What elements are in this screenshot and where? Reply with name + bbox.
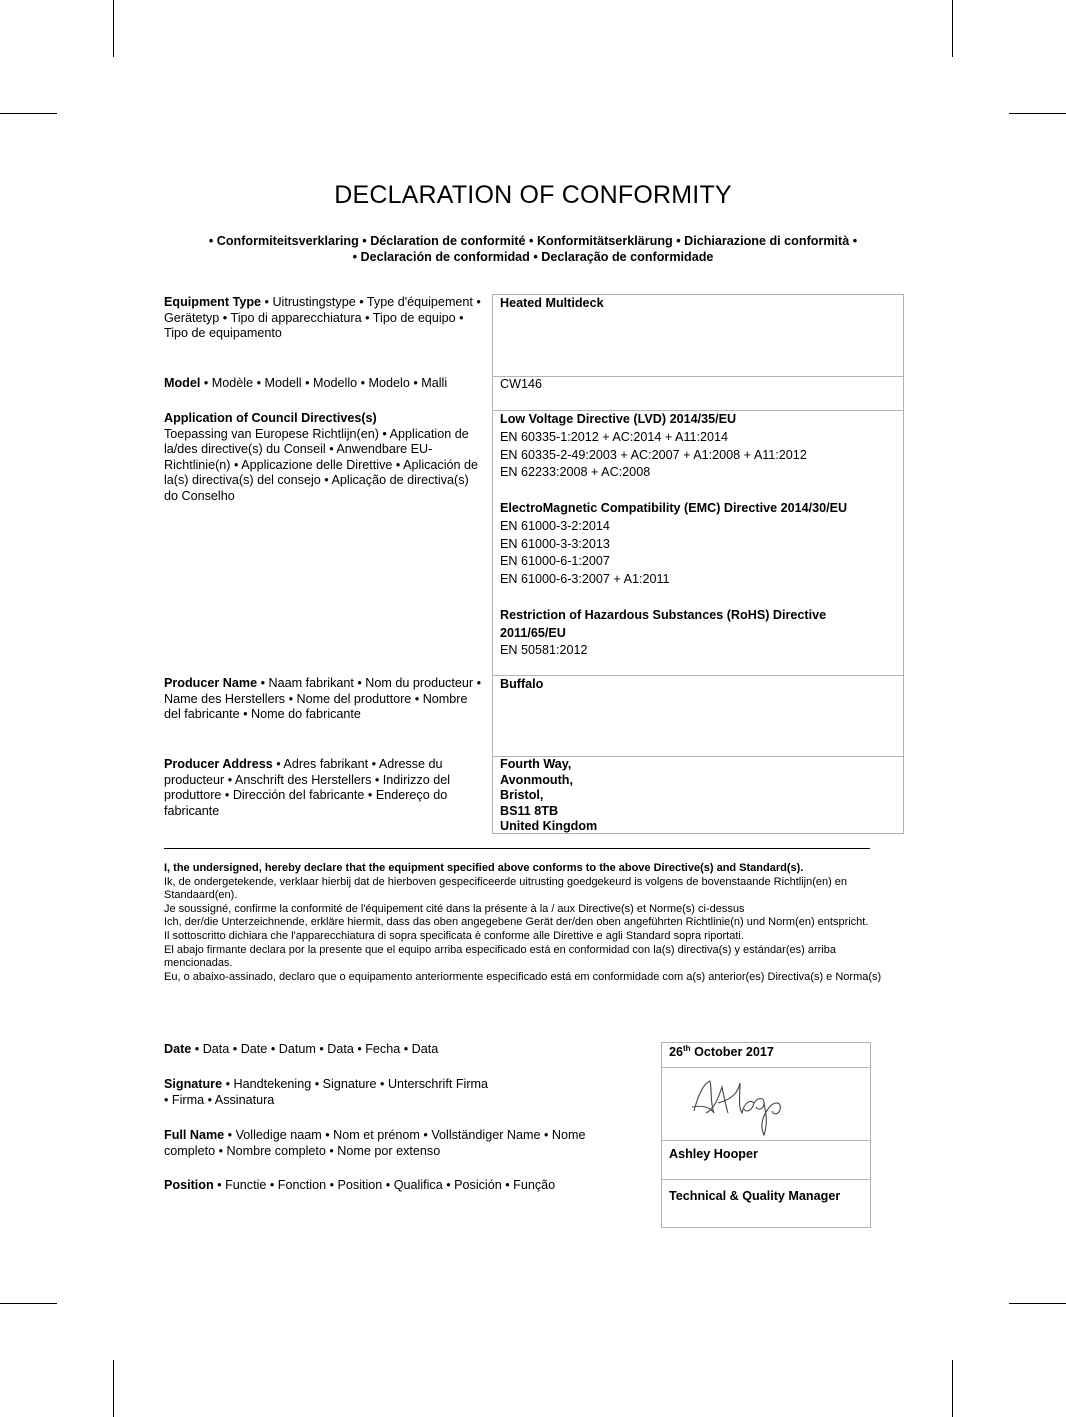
address-line: United Kingdom [500, 819, 598, 833]
emc-title: ElectroMagnetic Compatibility (EMC) Directive 2014/30/EU [500, 500, 848, 515]
address-line: Fourth Way, [500, 757, 572, 771]
standard-item: EN 60335-1:2012 + AC:2014 + A11:2014 [500, 429, 729, 444]
subtitle-translations [150, 233, 916, 265]
standard-item: EN 61000-6-1:2007 [500, 554, 610, 569]
crop-mark [1009, 1303, 1066, 1304]
producer-address-value [500, 757, 900, 835]
equipment-type-label: Equipment Type • Uitrustingstype • Type d'équipement • Gerätetyp • Tipo di apparecchiatura • Tipo de equipo • Tipo de equipamento [164, 295, 481, 340]
crop-mark [952, 0, 953, 57]
full-name-value: Ashley Hooper [669, 1147, 758, 1161]
address-line: BS11 8TB [500, 803, 559, 818]
model-value: CW146 [500, 377, 542, 391]
standard-item: EN 61000-6-3:2007 + A1:2011 [500, 572, 670, 587]
divider [164, 848, 870, 849]
directives-label: Application of Council Directives(s) Toepassing van Europese Richtlijn(en) • Application de la/des directive(s) du Conseil • Anwendbare EU-Richtlinie(n) • Applicazione delle Direttive • Aplicación de la(s) directiva(s) del consejo • Aplicação de directiva(s) do Conselho [164, 411, 479, 503]
row-divider [662, 1067, 870, 1068]
declaration-nl: Ik, de ondergetekende, verklaar hierbij dat de hierboven gespecificeerde uitrusting goedgekeurd is volgens de bovenstaande Richtlijn(en) en Standaard(en). [164, 875, 848, 902]
producer-address-label: Producer Address • Adres fabrikant • Adresse du producteur • Anschrift des Herstellers • Indirizzo del produttore • Dirección del fabricante • Endereço do fabricante [164, 757, 451, 818]
full-name-label: Full Name • Volledige naam • Nom et prénom • Vollständiger Name • Nome completo • Nombre completo • Nome por extenso [164, 1128, 586, 1158]
rohs-title: Restriction of Hazardous Substances (RoHS) Directive 2011/65/EU [500, 607, 827, 640]
declaration-text [164, 862, 884, 984]
crop-mark [0, 1303, 57, 1304]
standard-item: EN 50581:2012 [500, 643, 588, 658]
position-value: Technical & Quality Manager [669, 1189, 841, 1203]
crop-mark [113, 0, 114, 57]
equipment-type-value: Heated Multideck [500, 296, 604, 310]
address-line: Bristol, [500, 788, 544, 802]
declaration-de: Ich, der/die Unterzeichnende, erkläre hiermit, dass das oben angegebene Gerät der/den oben angeführten Richtlinie(n) und Norm(en) entspricht. [164, 916, 869, 929]
row-divider [662, 1179, 870, 1180]
standard-item: EN 60335-2-49:2003 + AC:2007 + A1:2008 + A11:2012 [500, 447, 807, 462]
crop-mark [952, 1360, 953, 1417]
subtitle-line: • Conformiteitsverklaring • Déclaration de conformité • Konformitätserklärung • Dichiarazione di conformità • [208, 234, 858, 248]
producer-name-label: Producer Name • Naam fabrikant • Nom du producteur • Name des Herstellers • Nome del produttore • Nombre del fabricante • Nome do fabricante [164, 676, 482, 721]
signoff-table [661, 1042, 871, 1228]
declaration-fr: Je soussigné, confirme la conformité de l'équipement cité dans la présente à la / aux Directive(s) et Norme(s) ci-dessus [164, 902, 745, 915]
row-divider [662, 1140, 870, 1141]
producer-name-value: Buffalo [500, 677, 544, 691]
details-table [492, 294, 904, 834]
page-title: DECLARATION OF CONFORMITY [334, 181, 732, 209]
standard-item: EN 61000-3-2:2014 [500, 518, 610, 533]
model-label: Model • Modèle • Modell • Modello • Modelo • Malli [164, 376, 448, 390]
declaration-it: Il sottoscritto dichiara che l'apparecchiatura di sopra specificata è conforme alle Direttive e agli Standard sopra riportati. [164, 929, 744, 942]
crop-mark [113, 1360, 114, 1417]
crop-mark [1009, 113, 1066, 114]
date-value: 26th October 2017 [669, 1044, 774, 1060]
address-line: Avonmouth, [500, 772, 573, 787]
position-label: Position • Functie • Fonction • Position • Qualifica • Posición • Função [164, 1178, 556, 1192]
standard-item: EN 62233:2008 + AC:2008 [500, 465, 651, 480]
declaration-lead: I, the undersigned, hereby declare that the equipment specified above conforms to the above Directive(s) and Standard(s). [164, 862, 804, 874]
lvd-title: Low Voltage Directive (LVD) 2014/35/EU [500, 412, 737, 426]
declaration-pt: Eu, o abaixo-assinado, declaro que o equipamento anteriormente especificado está em conformidade com a(s) anterior(es) Directiva(s) e Norma(s) [164, 970, 882, 983]
directives-value [500, 411, 900, 660]
crop-mark [0, 113, 57, 114]
subtitle-line: • Declaración de conformidad • Declaração de conformidade [352, 250, 714, 264]
standard-item: EN 61000-3-3:2013 [500, 536, 610, 551]
signature-label: Signature • Handtekening • Signature • Unterschrift Firma • Firma • Assinatura [164, 1077, 489, 1107]
handwritten-signature [688, 1073, 794, 1137]
declaration-es: El abajo firmante declara por la presente que el equipo arriba especificado está en conformidad con la(s) directiva(s) y estándar(es) arriba mencionadas. [164, 943, 836, 970]
date-label: Date • Data • Date • Datum • Data • Fecha • Data [164, 1042, 439, 1056]
